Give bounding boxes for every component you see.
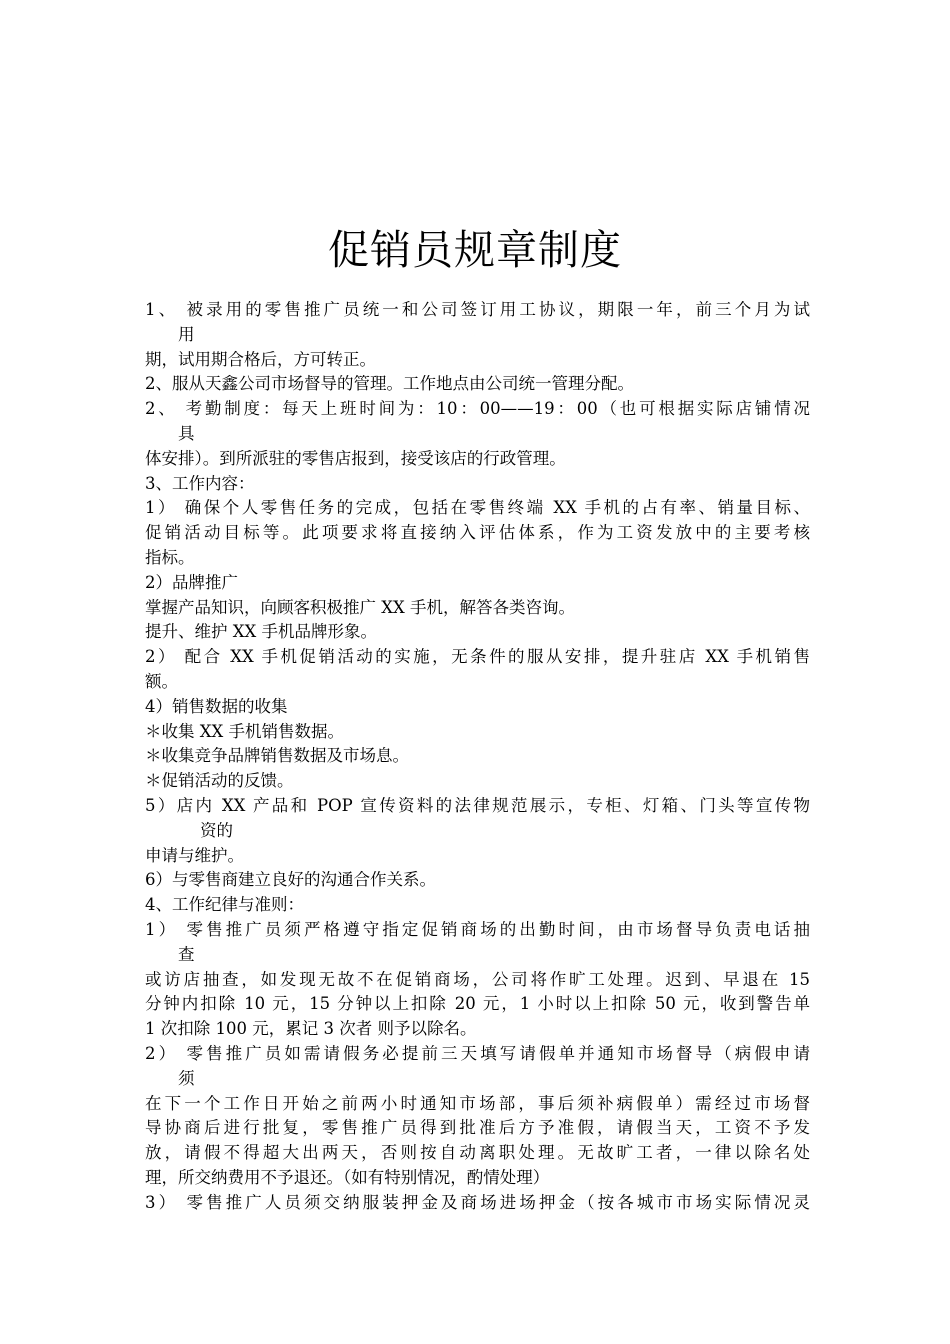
text-line: 放，请假不得超大出两天，否则按自动离职处理。无故旷工者，一律以除名处 <box>145 1143 810 1163</box>
text-line: 用 <box>178 324 195 344</box>
text-line: 1、 被录用的零售推广员统一和公司签订用工协议，期限一年，前三个月为试 <box>145 300 810 319</box>
text-line: 1 次扣除 100 元，累记 3 次者 则予以除名。 <box>145 1019 477 1039</box>
text-line: 期，试用期合格后，方可转正。 <box>145 349 376 369</box>
text-line: 资的 <box>200 820 233 840</box>
document-title: 促销员规章制度 <box>328 226 622 274</box>
text-line: 提升、维护 XX 手机品牌形象。 <box>145 622 377 642</box>
text-line: 须 <box>178 1068 195 1088</box>
text-line: ＊收集竞争品牌销售数据及市场息。 <box>145 746 409 766</box>
text-line: 具 <box>178 423 195 443</box>
text-line: 在下一个工作日开始之前两小时通知市场部，事后须补病假单）需经过市场督 <box>145 1093 810 1113</box>
text-line: 2）品牌推广 <box>145 572 238 592</box>
text-line: 1） 确保个人零售任务的完成，包括在零售终端 XX 手机的占有率、销量目标、 <box>145 498 810 518</box>
text-line: 理，所交纳费用不予退还。（如有特别情况，酌情处理） <box>145 1167 550 1187</box>
text-line: 1） 零售推广员须严格遵守指定促销商场的出勤时间，由市场督导负责电话抽 <box>145 919 810 939</box>
text-line: 指标。 <box>145 547 195 567</box>
text-line: 分钟内扣除 10 元，15 分钟以上扣除 20 元，1 小时以上扣除 50 元，收到警告单 <box>145 994 810 1014</box>
text-line: 6）与零售商建立良好的沟通合作关系。 <box>145 870 436 890</box>
text-line: 4、工作纪律与准则： <box>145 895 304 915</box>
text-line: 或访店抽查，如发现无故不在促销商场，公司将作旷工处理。迟到、早退在 15 <box>145 969 810 989</box>
text-line: ＊促销活动的反馈。 <box>145 771 294 791</box>
text-line: 2） 配合 XX 手机促销活动的实施，无条件的服从安排，提升驻店 XX 手机销售 <box>145 647 810 667</box>
text-line: 额。 <box>145 671 178 691</box>
text-line: 3） 零售推广人员须交纳服装押金及商场进场押金（按各城市市场实际情况灵 <box>145 1192 810 1212</box>
text-line: 查 <box>178 944 195 964</box>
text-line: 申请与维护。 <box>145 845 244 865</box>
text-line: 2、服从天鑫公司市场督导的管理。工作地点由公司统一管理分配。 <box>145 374 634 394</box>
document-body <box>145 298 810 1215</box>
text-line: ＊收集 XX 手机销售数据。 <box>145 721 344 741</box>
text-line: 4）销售数据的收集 <box>145 696 288 716</box>
text-line: 2、 考勤制度：每天上班时间为：10：00——19：00（也可根据实际店铺情况 <box>145 399 810 419</box>
text-line: 促销活动目标等。此项要求将直接纳入评估体系，作为工资发放中的主要考核 <box>145 523 810 543</box>
text-line: 导协商后进行批复，零售推广员得到批准后方予准假，请假当天，工资不予发 <box>145 1118 810 1138</box>
text-line: 体安排）。到所派驻的零售店报到，接受该店的行政管理。 <box>145 448 566 468</box>
text-line: 掌握产品知识，向顾客积极推广 XX 手机，解答各类咨询。 <box>145 597 575 617</box>
text-line: 3、工作内容： <box>145 473 255 493</box>
text-line: 2） 零售推广员如需请假务必提前三天填写请假单并通知市场督导（病假申请 <box>145 1043 810 1063</box>
text-line: 5）店内 XX 产品和 POP 宣传资料的法律规范展示，专柜、灯箱、门头等宣传物 <box>145 795 810 815</box>
